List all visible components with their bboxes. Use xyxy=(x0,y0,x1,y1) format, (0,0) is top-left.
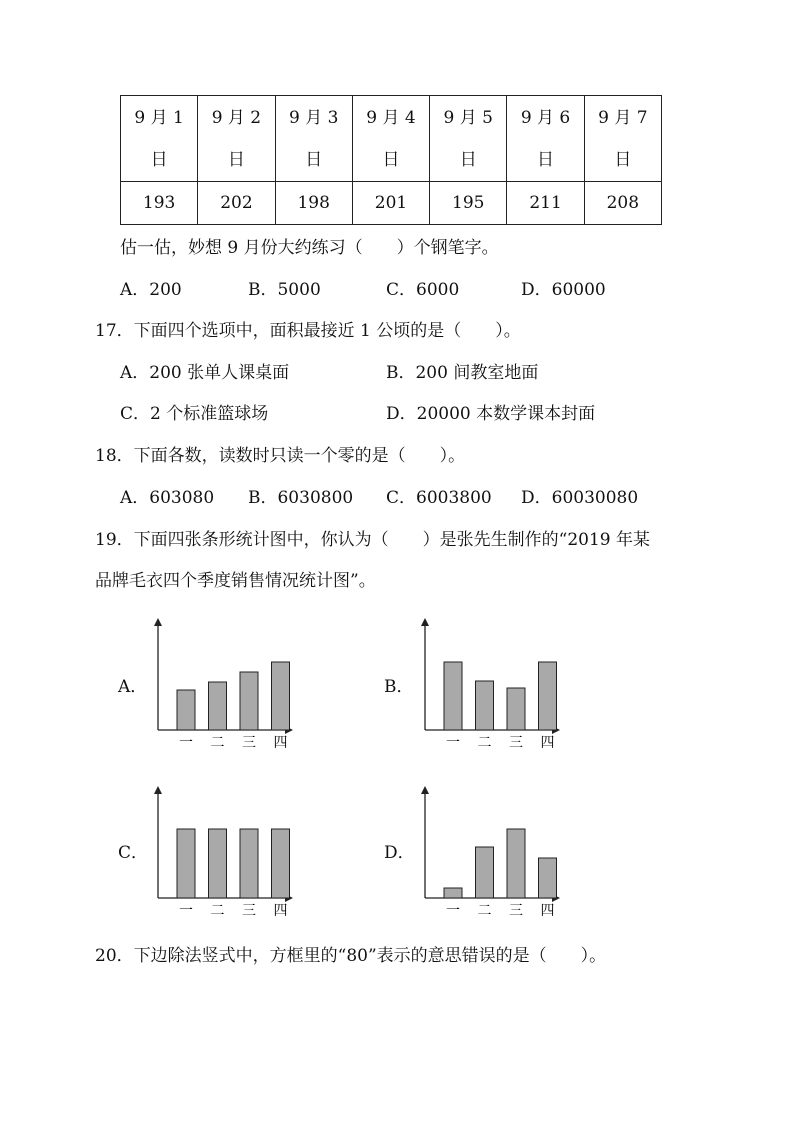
q19-option-d-label[interactable]: D． xyxy=(384,843,415,863)
table-header-cell: 9 月 3 日 xyxy=(275,96,352,182)
q17-option-b[interactable]: B．200 间教室地面 xyxy=(386,363,539,383)
q16-stem: 估一估，妙想 9 月份大约练习（ ）个钢笔字。 xyxy=(120,238,499,258)
y-axis-arrow xyxy=(154,786,162,794)
x-tick-label: 四 xyxy=(273,735,288,751)
chart-bar xyxy=(444,662,462,730)
chart-bar xyxy=(272,829,290,898)
table-header-cell: 9 月 7 日 xyxy=(584,96,661,182)
table-header-cell: 9 月 5 日 xyxy=(430,96,507,182)
table-value-cell: 198 xyxy=(275,182,352,225)
practice-table xyxy=(120,95,662,225)
table-header-row xyxy=(121,96,662,182)
table-value-cell: 211 xyxy=(507,182,584,225)
table-header-cell: 9 月 2 日 xyxy=(198,96,275,182)
q16-option-d[interactable]: D．60000 xyxy=(521,280,606,300)
q19-stem-line1: 19．下面四张条形统计图中，你认为（ ）是张先生制作的“2019 年某 xyxy=(95,530,650,550)
q18-option-b[interactable]: B．6030800 xyxy=(248,488,354,508)
q16-option-c[interactable]: C．6000 xyxy=(386,280,460,300)
bar-chart-d-svg xyxy=(417,783,567,918)
q19-option-a-label[interactable]: A． xyxy=(118,677,148,697)
chart-bar xyxy=(507,688,525,730)
table-header-cell: 9 月 4 日 xyxy=(352,96,429,182)
x-tick-label: 三 xyxy=(509,903,523,919)
chart-bar xyxy=(177,829,195,898)
chart-bar xyxy=(476,847,494,898)
q20-stem: 20．下边除法竖式中，方框里的“80”表示的意思错误的是（ ）。 xyxy=(95,946,607,966)
chart-bar xyxy=(240,829,258,898)
q16-option-b[interactable]: B．5000 xyxy=(248,280,321,300)
x-tick-label: 二 xyxy=(477,903,492,919)
y-axis-arrow xyxy=(421,618,429,626)
x-tick-label: 一 xyxy=(179,735,193,751)
x-tick-label: 三 xyxy=(242,735,256,751)
q17-option-c[interactable]: C．2 个标准篮球场 xyxy=(120,404,269,424)
x-tick-label: 三 xyxy=(509,735,523,751)
x-tick-label: 三 xyxy=(242,903,256,919)
y-axis-arrow xyxy=(421,786,429,794)
q19-stem-line2: 品牌毛衣四个季度销售情况统计图”。 xyxy=(95,571,376,591)
table-value-cell: 202 xyxy=(198,182,275,225)
table-header-cell: 9 月 1 日 xyxy=(121,96,198,182)
bar-chart-a-svg xyxy=(150,615,300,750)
q18-stem: 18．下面各数，读数时只读一个零的是（ ）。 xyxy=(95,446,466,466)
x-tick-label: 二 xyxy=(210,903,225,919)
q17-option-d[interactable]: D．20000 本数学课本封面 xyxy=(386,404,596,424)
x-tick-label: 二 xyxy=(210,735,225,751)
x-tick-label: 二 xyxy=(477,735,492,751)
x-tick-label: 一 xyxy=(446,903,460,919)
chart-bar xyxy=(444,888,462,898)
chart-bar xyxy=(539,858,557,898)
q19-option-c-label[interactable]: C． xyxy=(118,843,149,863)
y-axis-arrow xyxy=(154,618,162,626)
chart-bar xyxy=(272,662,290,730)
bar-chart-b-svg xyxy=(417,615,567,750)
q17-option-a[interactable]: A．200 张单人课桌面 xyxy=(120,363,290,383)
q18-option-c[interactable]: C．6003800 xyxy=(386,488,492,508)
x-tick-label: 四 xyxy=(540,903,555,919)
q18-option-d[interactable]: D．60030080 xyxy=(521,488,639,508)
x-tick-label: 四 xyxy=(540,735,555,751)
table-value-cell: 208 xyxy=(584,182,661,225)
x-tick-label: 一 xyxy=(446,735,460,751)
chart-bar xyxy=(209,829,227,898)
bar-chart-c-svg xyxy=(150,783,300,918)
table-header-cell: 9 月 6 日 xyxy=(507,96,584,182)
x-tick-label: 四 xyxy=(273,903,288,919)
chart-bar xyxy=(177,690,195,730)
table-value-cell: 193 xyxy=(121,182,198,225)
x-tick-label: 一 xyxy=(179,903,193,919)
q19-option-b-label[interactable]: B． xyxy=(384,677,414,697)
chart-bar xyxy=(209,682,227,730)
q17-stem: 17．下面四个选项中，面积最接近 1 公顷的是（ ）。 xyxy=(95,321,521,341)
chart-bar xyxy=(240,672,258,730)
q18-option-a[interactable]: A．603080 xyxy=(120,488,215,508)
chart-bar xyxy=(539,662,557,730)
table-value-cell: 201 xyxy=(352,182,429,225)
q16-option-a[interactable]: A．200 xyxy=(120,280,182,300)
chart-bar xyxy=(507,829,525,898)
table-value-row xyxy=(121,182,662,225)
table-value-cell: 195 xyxy=(430,182,507,225)
chart-bar xyxy=(476,681,494,730)
